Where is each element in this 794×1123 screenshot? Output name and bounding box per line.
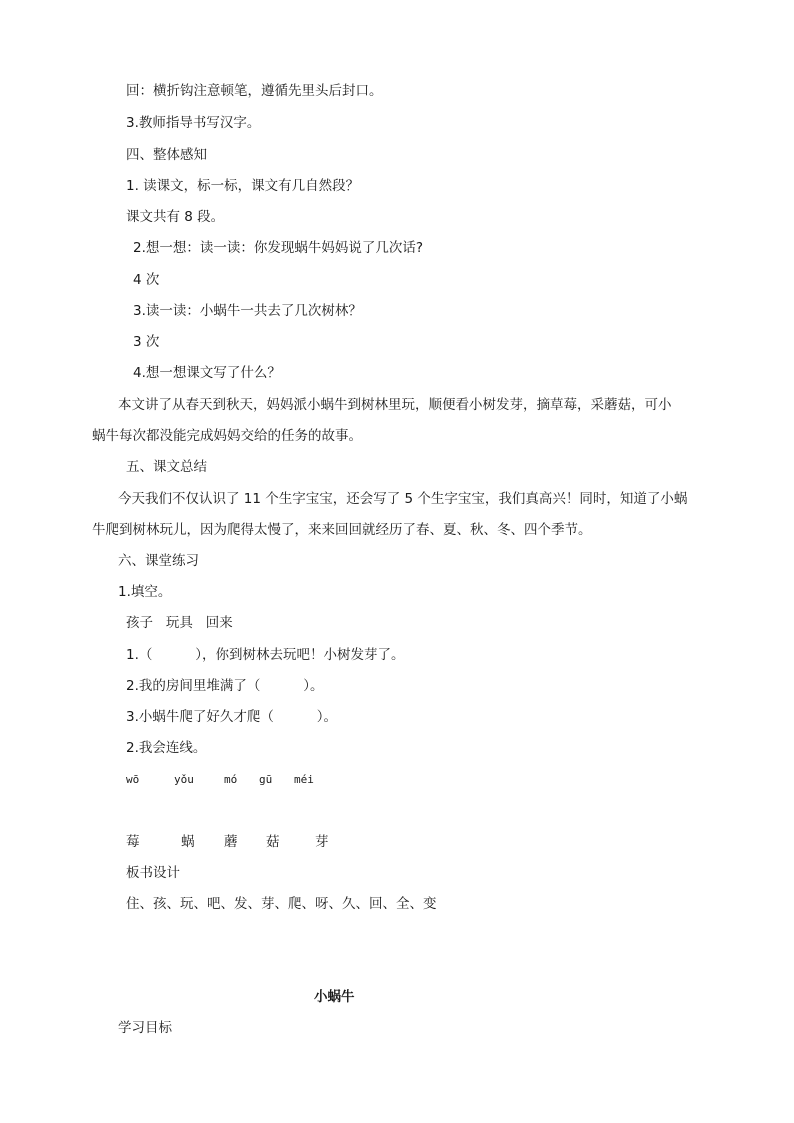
exercise-line: 1.（ ），你到树林去玩吧！小树发芽了。 bbox=[126, 647, 405, 663]
paragraph-line: 本文讲了从春天到秋天，妈妈派小蜗牛到树林里玩，顺便看小树发芽，摘草莓，采蘑菇，可小 bbox=[118, 397, 672, 413]
section-heading: 五、课文总结 bbox=[126, 459, 207, 475]
lesson-title: 小蜗牛 bbox=[314, 989, 355, 1005]
blackboard-characters: 住、孩、玩、吧、发、芽、爬、呀、久、回、全、变 bbox=[126, 896, 437, 912]
character-label: 蘑 bbox=[224, 834, 238, 850]
pinyin-label: méi bbox=[294, 773, 314, 786]
paragraph-line: 牛爬到树林玩儿，因为爬得太慢了，来来回回就经历了春、夏、秋、冬、四个季节。 bbox=[92, 522, 592, 538]
word-bank: 孩子 玩具 回来 bbox=[126, 615, 233, 631]
section-heading: 学习目标 bbox=[118, 1020, 172, 1036]
section-heading: 六、课堂练习 bbox=[118, 553, 199, 569]
pinyin-label: gū bbox=[259, 773, 273, 786]
exercise-line: 3.小蜗牛爬了好久才爬（ ）。 bbox=[126, 709, 338, 725]
paragraph-line: 今天我们不仅认识了 11 个生字宝宝，还会写了 5 个生字宝宝，我们真高兴！同时，知道了小蜗 bbox=[118, 491, 688, 507]
section-heading: 板书设计 bbox=[126, 865, 180, 881]
exercise-line: 1.填空。 bbox=[118, 584, 172, 600]
character-label: 芽 bbox=[315, 834, 329, 850]
question-line: 1. 读课文，标一标，课文有几自然段？ bbox=[126, 178, 360, 194]
pinyin-label: mó bbox=[224, 773, 238, 786]
question-line: 3.读一读：小蜗牛一共去了几次树林？ bbox=[133, 303, 362, 319]
pinyin-label: yǒu bbox=[174, 773, 194, 786]
question-line: 4.想一想课文写了什么？ bbox=[133, 365, 281, 381]
answer-line: 4 次 bbox=[133, 272, 160, 288]
character-label: 蜗 bbox=[181, 834, 195, 850]
text-line: 3.教师指导书写汉字。 bbox=[126, 115, 261, 131]
exercise-line: 2.我的房间里堆满了（ ）。 bbox=[126, 678, 324, 694]
character-label: 莓 bbox=[126, 834, 140, 850]
character-label: 菇 bbox=[266, 834, 280, 850]
answer-line: 课文共有 8 段。 bbox=[126, 209, 225, 225]
answer-line: 3 次 bbox=[133, 334, 160, 350]
exercise-line: 2.我会连线。 bbox=[126, 740, 207, 756]
paragraph-line: 蜗牛每次都没能完成妈妈交给的任务的故事。 bbox=[92, 428, 362, 444]
text-line: 回：横折钩注意顿笔，遵循先里头后封口。 bbox=[126, 83, 383, 99]
section-heading: 四、整体感知 bbox=[126, 147, 207, 163]
pinyin-label: wō bbox=[126, 773, 140, 786]
question-line: 2.想一想：读一读：你发现蜗牛妈妈说了几次话? bbox=[133, 240, 424, 256]
